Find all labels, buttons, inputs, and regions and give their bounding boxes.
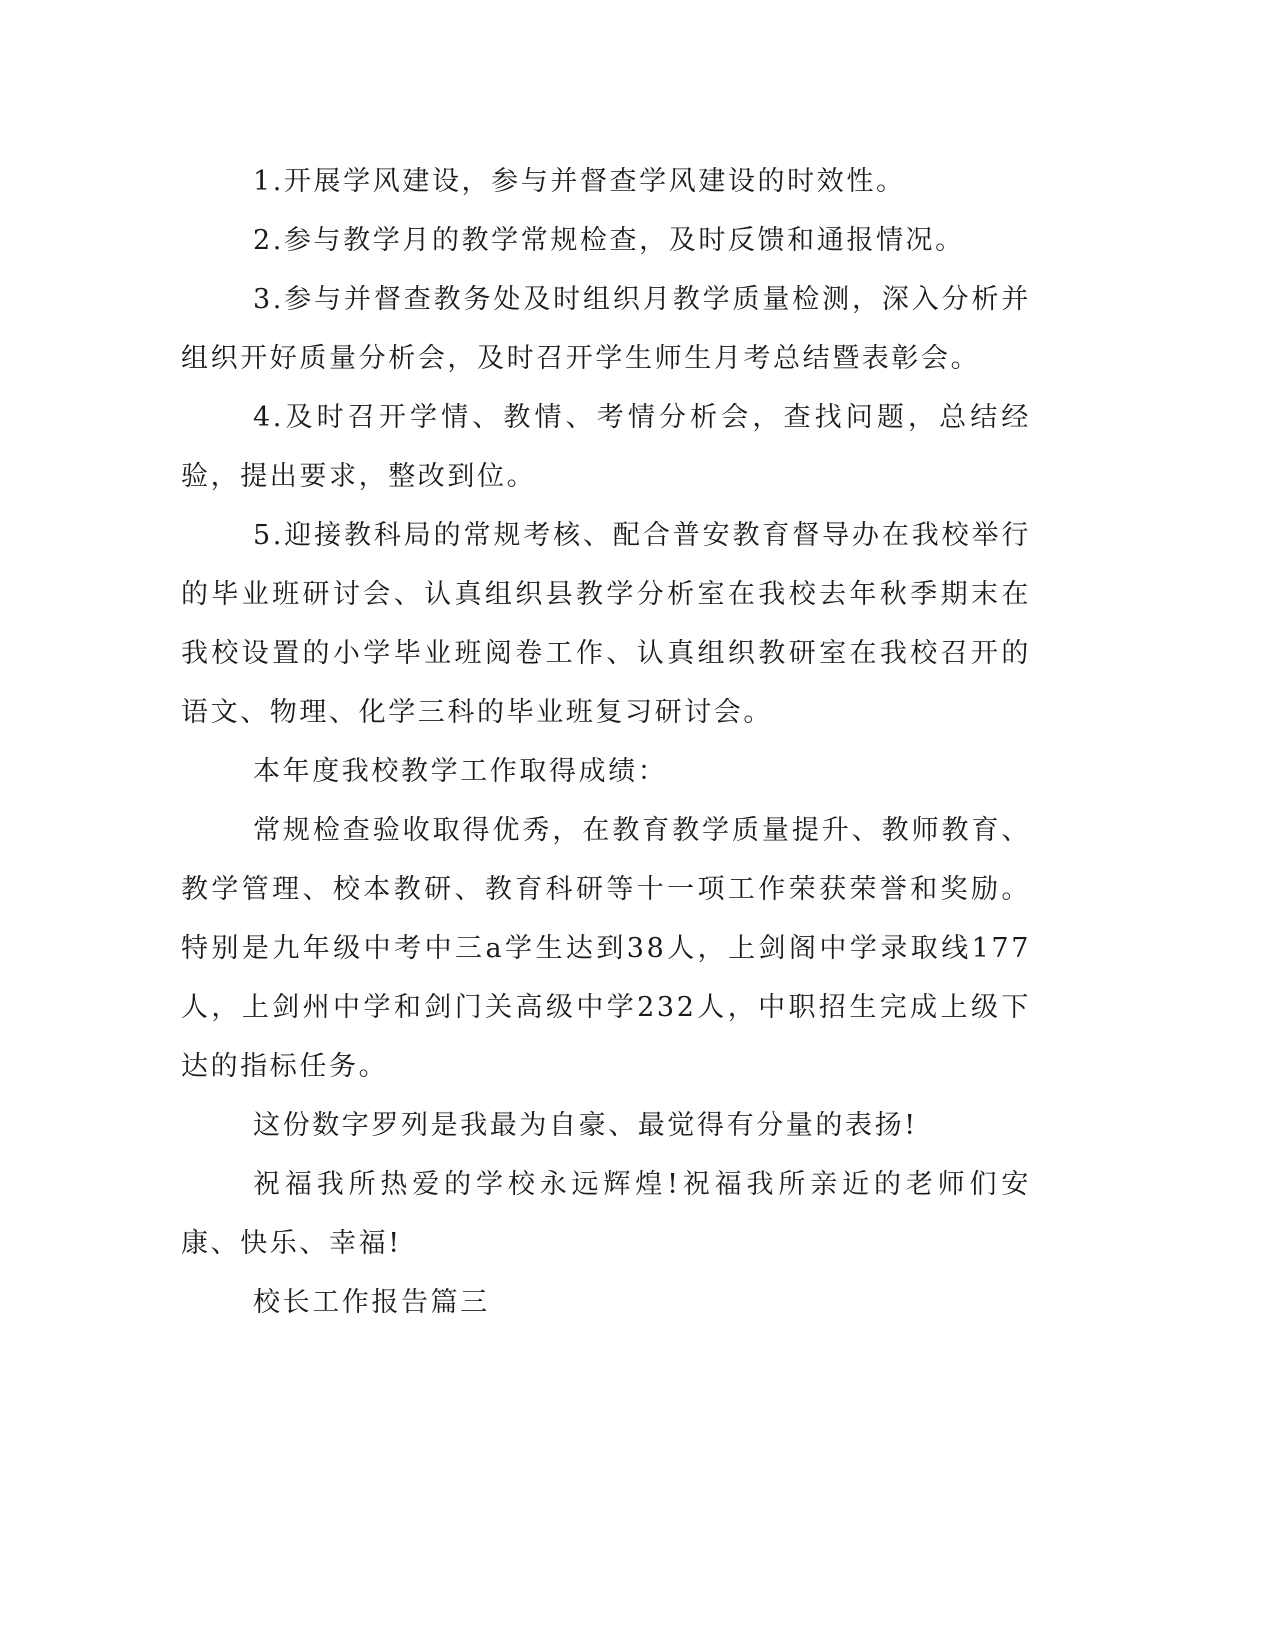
paragraph-item-5: 5.迎接教科局的常规考核、配合普安教育督导办在我校举行的毕业班研讨会、认真组织县教学分析室在我校去年秋季期末在我校设置的小学毕业班阅卷工作、认真组织教研室在我校召开的语文、物理、化学三科的毕业班复习研讨会。 bbox=[181, 520, 1031, 728]
paragraph-item-3: 3.参与并督查教务处及时组织月教学质量检测，深入分析并组织开好质量分析会，及时召开学生师生月考总结暨表彰会。 bbox=[181, 284, 1031, 374]
paragraph-item-4: 4.及时召开学情、教情、考情分析会，查找问题，总结经验，提出要求，整改到位。 bbox=[181, 402, 1031, 492]
pride-paragraph: 这份数字罗列是我最为自豪、最觉得有分量的表扬! bbox=[253, 1110, 918, 1141]
section-title: 校长工作报告篇三 bbox=[253, 1287, 490, 1318]
achievements-paragraph: 常规检查验收取得优秀，在教育教学质量提升、教师教育、教学管理、校本教研、教育科研等十一项工作荣获荣誉和奖励。特别是九年级中考中三a学生达到38人，上剑阁中学录取线177人，上剑州中学和剑门关高级中学232人，中职招生完成上级下达的指标任务。 bbox=[181, 815, 1031, 1082]
paragraph-item-2: 2.参与教学月的教学常规检查，及时反馈和通报情况。 bbox=[253, 225, 965, 256]
paragraph-item-1: 1.开展学风建设，参与并督查学风建设的时效性。 bbox=[253, 166, 906, 197]
blessing-paragraph: 祝福我所热爱的学校永远辉煌!祝福我所亲近的老师们安康、快乐、幸福! bbox=[181, 1169, 1031, 1259]
document-body bbox=[181, 152, 1031, 1332]
achievements-heading: 本年度我校教学工作取得成绩： bbox=[253, 756, 668, 787]
